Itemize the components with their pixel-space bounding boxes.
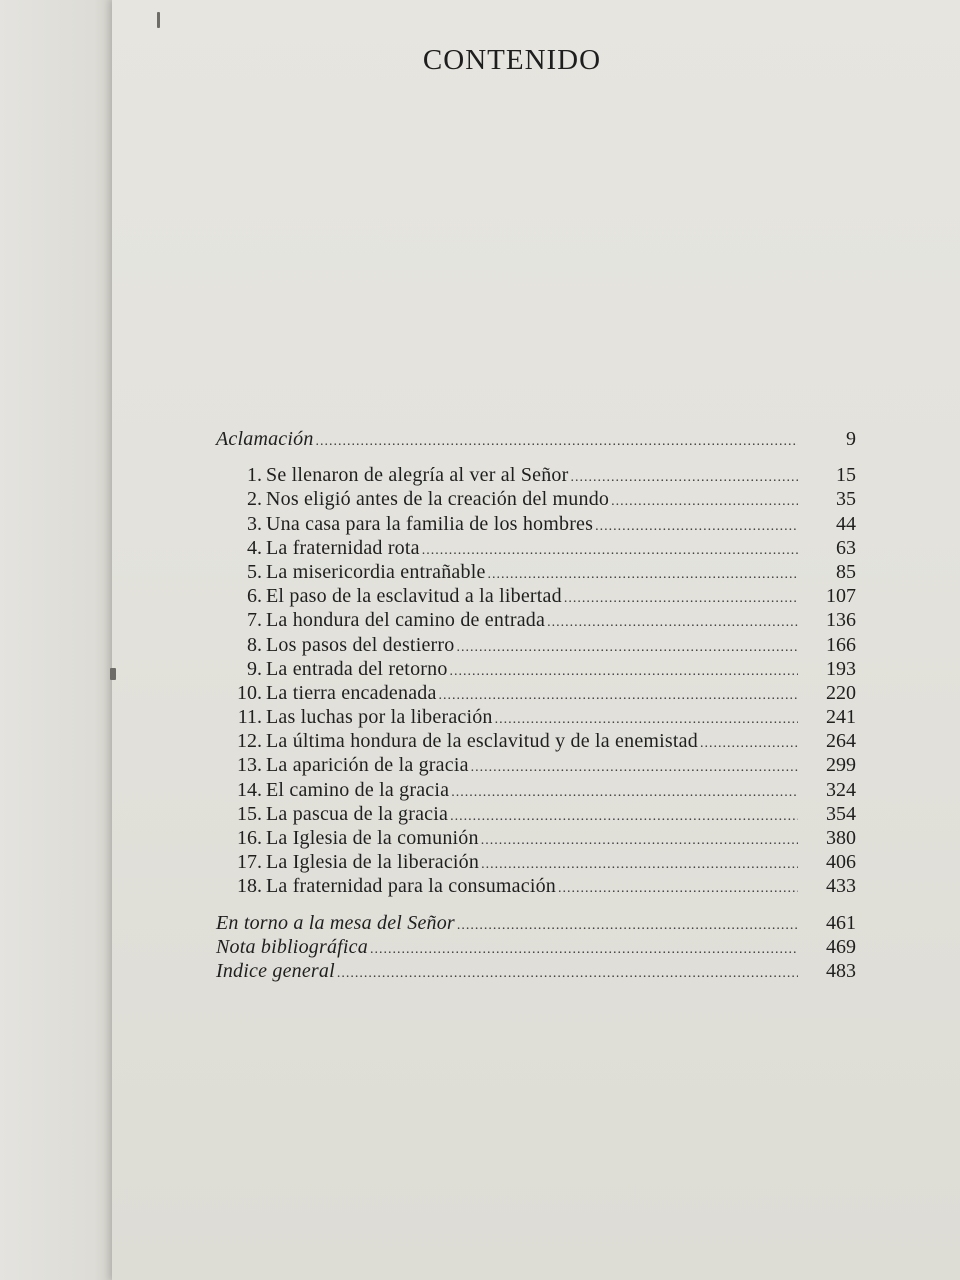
chapter-number: 17. (237, 851, 262, 874)
toc-entry-chapter (216, 730, 856, 754)
toc-entry-chapter (216, 561, 856, 585)
toc-entry-title: La fraternidad para la consumación (266, 875, 556, 898)
toc-entry-chapter (216, 682, 856, 706)
dot-leader (495, 712, 798, 728)
toc-entry-page: 461 (826, 911, 856, 934)
toc-entry-page: 63 (836, 536, 856, 559)
toc-entry-chapter (216, 851, 856, 875)
dot-leader (611, 494, 798, 510)
chapter-number: 16. (237, 827, 262, 849)
dot-leader (564, 591, 798, 607)
toc-entry-page: 469 (826, 935, 856, 958)
toc-entry-chapter (216, 803, 856, 827)
back-matter-list (216, 912, 856, 985)
table-of-contents (216, 428, 856, 984)
toc-entry-chapter (216, 875, 856, 899)
dot-leader (595, 519, 798, 535)
dot-leader (700, 736, 798, 752)
toc-entry-front (216, 428, 856, 452)
chapter-number: 8. (247, 633, 262, 656)
dot-leader (570, 470, 798, 486)
toc-entry-page: 354 (826, 802, 856, 825)
toc-entry-chapter (216, 827, 856, 851)
toc-entry-chapter (216, 706, 856, 730)
toc-entry-title: El camino de la gracia (266, 778, 450, 801)
chapter-number: 4. (247, 536, 262, 559)
chapter-number: 2. (247, 488, 262, 511)
toc-entry-page: 220 (826, 681, 856, 704)
toc-entry-title: Una casa para la familia de los hombres (266, 512, 594, 535)
dot-leader (471, 760, 798, 776)
chapter-number: 7. (247, 609, 262, 632)
toc-entry-page: 406 (826, 851, 856, 874)
toc-entry-chapter (216, 634, 856, 658)
chapter-number: 14. (237, 778, 262, 801)
chapter-number: 10. (237, 681, 262, 704)
toc-entry-title: La misericordia entrañable (266, 560, 486, 583)
toc-entry-title: La hondura del camino de entrada (266, 609, 546, 632)
chapter-number: 18. (237, 875, 262, 898)
toc-entry-page: 241 (826, 706, 856, 729)
toc-entry-title: El paso de la esclavitud a la libertad (266, 585, 562, 608)
toc-entry-chapter (216, 464, 856, 488)
toc-entry-title: Nos eligió antes de la creación del mundo (266, 488, 610, 511)
chapter-number: 1. (247, 464, 262, 487)
dot-leader (422, 543, 798, 559)
dot-leader (337, 966, 798, 982)
chapter-list (216, 464, 856, 899)
toc-entry-page: 107 (826, 585, 856, 608)
toc-entry-back (216, 936, 856, 960)
chapter-number: 11. (237, 706, 262, 729)
chapter-number: 9. (247, 657, 262, 680)
toc-entry-title: La aparición de la gracia (266, 754, 469, 777)
dot-leader (457, 918, 798, 934)
toc-entry-title: Se llenaron de alegría al ver al Señor (266, 464, 569, 487)
chapter-number: 5. (247, 560, 262, 583)
chapter-number: 15. (237, 802, 262, 825)
toc-entry-chapter (216, 513, 856, 537)
toc-entry-title: Los pasos del destierro (266, 633, 455, 656)
paper-speck (110, 668, 116, 680)
page-title (112, 44, 960, 77)
toc-entry-chapter (216, 609, 856, 633)
toc-entry-title: La tierra encadenada (266, 681, 437, 704)
toc-entry-page: 193 (826, 657, 856, 680)
title-text: CONTENIDO (422, 44, 602, 76)
toc-entry-chapter (216, 488, 856, 512)
dot-leader (481, 857, 798, 873)
chapter-number: 3. (247, 512, 262, 535)
toc-entry-title: Indice general (216, 959, 335, 982)
dot-leader (316, 434, 798, 450)
dot-leader (370, 942, 798, 958)
dot-leader (450, 664, 798, 680)
facing-page-edge (0, 0, 118, 1280)
toc-entry-page: 299 (826, 754, 856, 777)
toc-entry-page: 166 (826, 633, 856, 656)
book-page (112, 0, 960, 1280)
toc-entry-title: La Iglesia de la liberación (266, 851, 480, 874)
toc-entry-chapter (216, 779, 856, 803)
toc-entry-chapter (216, 537, 856, 561)
dot-leader (547, 615, 798, 631)
toc-entry-chapter (216, 658, 856, 682)
chapter-number: 12. (237, 730, 262, 753)
toc-entry-title: La fraternidad rota (266, 536, 420, 559)
dot-leader (488, 567, 798, 583)
toc-entry-page: 483 (826, 959, 856, 982)
toc-entry-title: Nota bibliográfica (216, 935, 368, 958)
toc-entry-page: 35 (836, 488, 856, 511)
chapter-number: 6. (247, 585, 262, 608)
toc-entry-chapter (216, 754, 856, 778)
toc-entry-page: 85 (836, 560, 856, 583)
toc-entry-page: 136 (826, 609, 856, 632)
toc-entry-title: Aclamación (216, 428, 314, 450)
dot-leader (450, 809, 798, 825)
toc-entry-page: 264 (826, 730, 856, 753)
toc-entry-title: En torno a la mesa del Señor (216, 911, 455, 934)
toc-entry-title: La entrada del retorno (266, 657, 448, 680)
paper-speck (157, 12, 160, 28)
toc-entry-back (216, 960, 856, 984)
chapter-number: 13. (237, 754, 262, 777)
dot-leader (451, 785, 798, 801)
toc-entry-page: 44 (836, 512, 856, 535)
toc-entry-page: 380 (826, 827, 856, 849)
toc-entry-title: La pascua de la gracia (266, 802, 449, 825)
toc-entry-page: 9 (846, 428, 856, 450)
toc-entry-title: La Iglesia de la comunión (266, 827, 479, 849)
toc-entry-page: 433 (826, 875, 856, 898)
dot-leader (456, 640, 798, 656)
dot-leader (439, 688, 798, 704)
toc-entry-title: La última hondura de la esclavitud y de la enemistad (266, 730, 698, 753)
dot-leader (481, 833, 798, 849)
dot-leader (558, 881, 798, 897)
toc-entry-back (216, 912, 856, 936)
toc-entry-title: Las luchas por la liberación (266, 706, 493, 729)
toc-entry-page: 15 (836, 464, 856, 487)
toc-entry-page: 324 (826, 778, 856, 801)
toc-entry-chapter (216, 585, 856, 609)
